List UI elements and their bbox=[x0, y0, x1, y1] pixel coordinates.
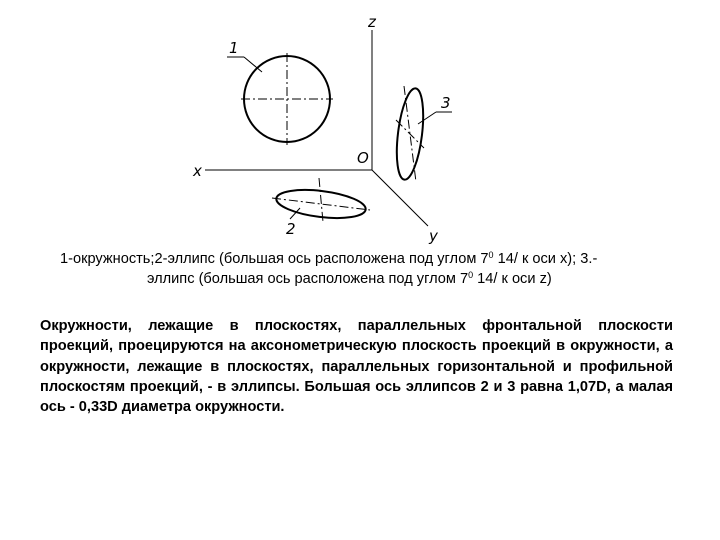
caption-line1-part-b: 14/ к оси x); 3.- bbox=[493, 251, 598, 267]
ellipse-2 bbox=[272, 178, 370, 222]
caption-line2-part-b: 14/ к оси z) bbox=[473, 271, 552, 287]
figure-caption bbox=[60, 249, 670, 289]
axonometric-figure bbox=[0, 0, 720, 245]
caption-line2-part-a: эллипс (большая ось расположена под углом 7 bbox=[147, 271, 469, 287]
caption-degree-1: 0 bbox=[488, 250, 494, 260]
x-axis-label: x bbox=[193, 162, 202, 180]
marker-3-label: 3 bbox=[441, 94, 451, 112]
caption-degree-2: 0 bbox=[468, 270, 474, 280]
marker-2-label: 2 bbox=[286, 220, 296, 238]
y-axis-label: y bbox=[429, 227, 438, 245]
origin-label: O bbox=[357, 149, 369, 167]
body-paragraph: Окружности, лежащие в плоскостях, параллельных фронтальной плоскости проекций, проецируются на аксонометрическую плоскость проекций в окружности, а окружности, лежащие в плоскостях, параллельных горизонтальной и профильной плоскостям проекций, - в эллипсы. Большая ось эллипсов 2 и 3 равна 1,07D, а малая ось - 0,33D диаметра окружности. bbox=[40, 318, 673, 416]
ellipse-3 bbox=[392, 86, 427, 182]
caption-line1-part-a: 1-окружность;2-эллипс (большая ось расположена под углом 7 bbox=[60, 251, 489, 267]
y-axis bbox=[372, 170, 428, 226]
circle-1 bbox=[241, 53, 333, 145]
z-axis-label: z bbox=[368, 13, 376, 31]
caption-line-1 bbox=[60, 249, 670, 269]
marker-1-label: 1 bbox=[229, 39, 239, 57]
caption-line-2 bbox=[60, 269, 670, 289]
